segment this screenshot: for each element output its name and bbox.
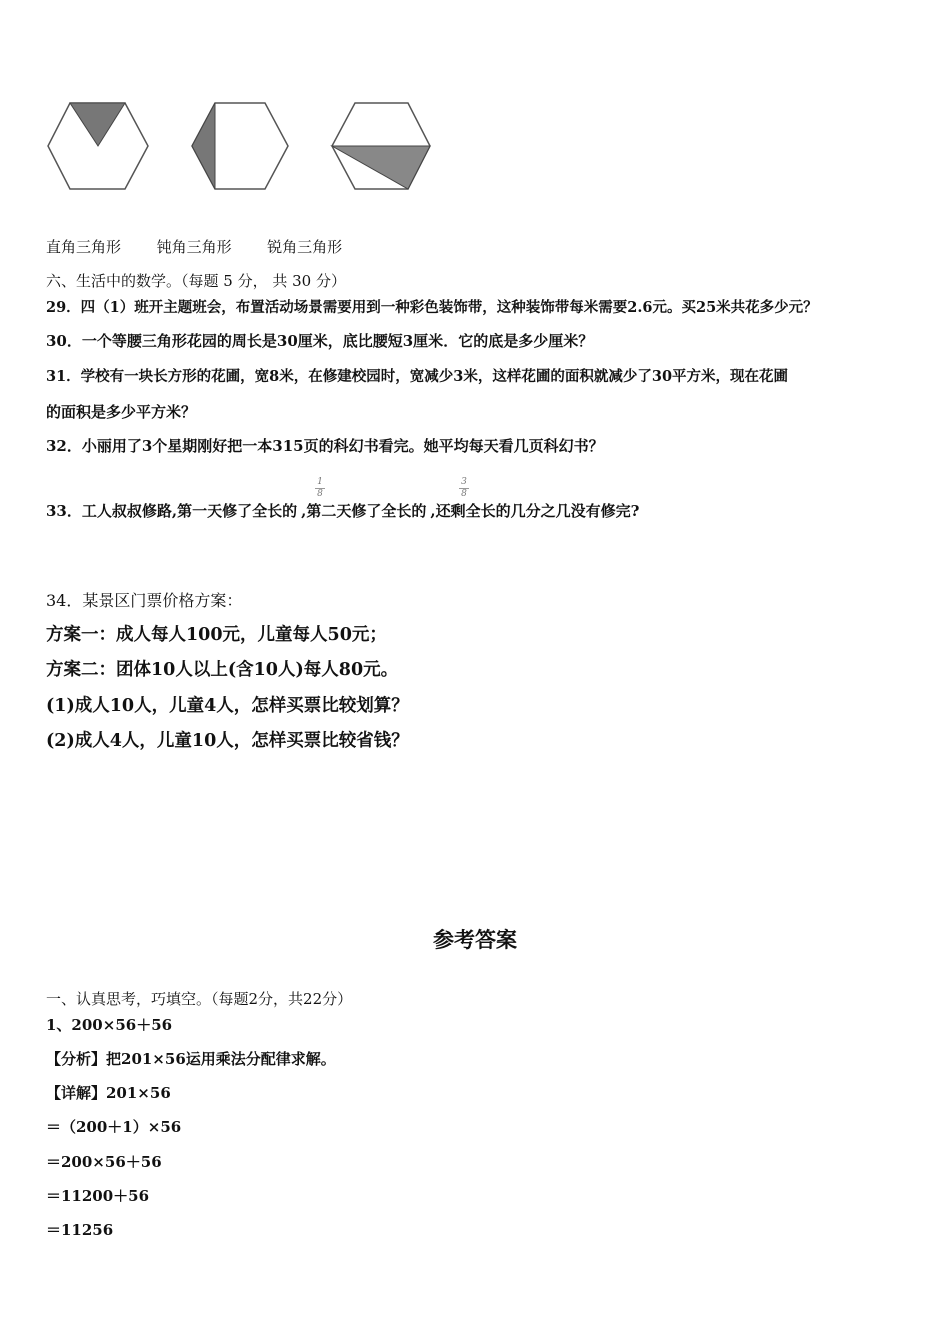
question-34-title: 34．某景区门票价格方案： — [46, 591, 243, 610]
answers-title: 参考答案 — [433, 927, 517, 952]
frac1-numerator: 1 — [317, 477, 323, 487]
frac1-denominator: 8 — [317, 489, 323, 499]
answer-1-analysis: 【分析】把201×56运用乘法分配律求解。 — [46, 1050, 336, 1068]
question-31-line1: 31．学校有一块长方形的花圃，宽8米，在修建校园时，宽减少3米，这样花圃的面积就减少了30平方米，现在花圃 — [46, 368, 789, 385]
label-obtuse-triangle: 钝角三角形 — [156, 238, 232, 256]
answer-1-step-2: ＝200×56＋56 — [46, 1153, 162, 1171]
question-34-plan2: 方案二：团体10人以上(含10人)每人80元。 — [46, 660, 399, 680]
answers-section1-heading: 一、认真思考，巧填空。（每题2分，共22分） — [46, 990, 353, 1008]
section6-heading: 六、生活中的数学。（每题 5 分， 共 30 分） — [46, 272, 346, 290]
figure-labels — [46, 236, 342, 257]
q33-part3: ,还剩全长的几分之几没有修完? — [430, 502, 640, 520]
q33-part2: ,第二天修了全长的 — [301, 502, 427, 520]
answer-1: 1、200×56＋56 — [46, 1016, 173, 1034]
answer-1-detail: 【详解】201×56 — [46, 1084, 171, 1102]
answer-1-step-1: ＝（200＋1）×56 — [46, 1118, 182, 1136]
hexagon-acute-triangle — [332, 103, 430, 189]
answer-1-step-4: ＝11256 — [46, 1221, 114, 1239]
label-acute-triangle: 锐角三角形 — [267, 238, 343, 256]
question-33 — [46, 500, 639, 521]
frac2-numerator: 3 — [461, 477, 467, 487]
frac2-denominator: 8 — [461, 489, 467, 499]
hexagon-right-triangle — [48, 103, 148, 189]
fraction-one-eighth — [315, 478, 325, 499]
answer-1-step-3: ＝11200＋56 — [46, 1187, 150, 1205]
question-34-sub2: (2)成人4人，儿童10人，怎样买票比较省钱？ — [46, 731, 409, 751]
question-30: 30．一个等腰三角形花园的周长是30厘米，底比腰短3厘米．它的底是多少厘米？ — [46, 332, 594, 350]
fraction-three-eighths — [459, 478, 469, 499]
hexagon-obtuse-triangle — [192, 103, 288, 189]
question-34-plan1: 方案一：成人每人100元，儿童每人50元； — [46, 625, 387, 645]
q33-part1: 33．工人叔叔修路,第一天修了全长的 — [46, 502, 298, 520]
question-31-line2: 的面积是多少平方米？ — [46, 403, 197, 421]
question-34-sub1: (1)成人10人，儿童4人，怎样买票比较划算？ — [46, 696, 409, 716]
question-29: 29．四（1）班开主题班会，布置活动场景需要用到一种彩色装饰带，这种装饰带每米需要2.6元。买25米共花多少元？ — [46, 299, 818, 316]
hexagon-figures — [40, 96, 440, 196]
label-right-triangle: 直角三角形 — [46, 238, 122, 256]
question-32: 32．小丽用了3个星期刚好把一本315页的科幻书看完。她平均每天看几页科幻书？ — [46, 437, 604, 455]
